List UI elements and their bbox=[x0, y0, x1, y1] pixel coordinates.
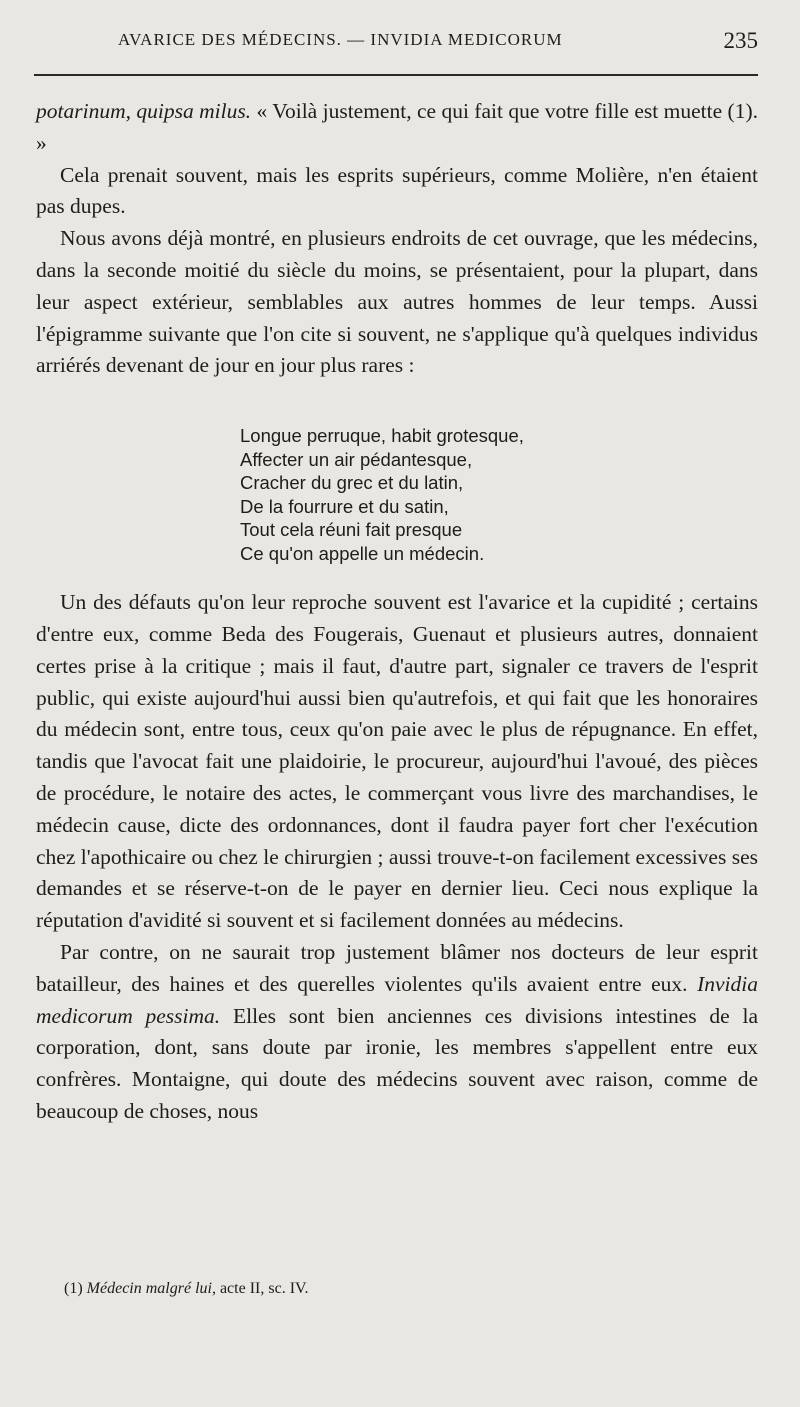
paragraph-5-text-a: Par contre, on ne saurait trop justement blâmer nos docteurs de leur esprit batailleur, des haines et des querelles violentes qu'ils avaient entre eux. bbox=[36, 939, 758, 996]
poem-line: De la fourrure et du satin, bbox=[240, 495, 449, 517]
latin-phrase-2: Invidia medicorum pessima. bbox=[36, 971, 758, 1028]
paragraph-1 bbox=[36, 96, 758, 160]
paragraph-3: Nous avons déjà montré, en plusieurs endroits de cet ouvrage, que les médecins, dans la seconde moitié du siècle du moins, se présentaient, pour la plupart, dans leur aspect extérieur, semblables aux autres hommes de leur temps. Aussi l'épigramme suivante que l'on cite si souvent, ne s'applique qu'à quelques individus arriérés devenant de jour en jour plus rares : bbox=[36, 226, 758, 378]
paragraph-2: Cela prenait souvent, mais les esprits supérieurs, comme Molière, n'en étaient pas dupes. bbox=[36, 162, 758, 219]
poem-line: Longue perruque, habit grotesque, bbox=[240, 425, 524, 447]
latin-phrase: potarinum, quipsa milus. bbox=[36, 99, 252, 123]
running-head-title: AVARICE DES MÉDECINS. — INVIDIA MEDICORUM bbox=[118, 30, 563, 49]
paragraph-5 bbox=[36, 937, 758, 1128]
paragraph-5-text-b: Elles sont bien anciennes ces divisions intestines de la corporation, dont, sans doute par ironie, les membres s'appellent entre eux confrères. Montaigne, qui doute des médecins souvent avec raison, comme de beaucoup de choses, nous bbox=[36, 1003, 758, 1123]
poem-line: Tout cela réuni fait presque bbox=[240, 519, 463, 541]
footnote-text: acte II, sc. IV. bbox=[215, 1280, 309, 1297]
paragraph-1-text: « Voilà justement, ce qui fait que votre fille est muette (1). » bbox=[36, 99, 758, 155]
poem-line: Affecter un air pédantesque, bbox=[240, 448, 473, 470]
footnote-marker: (1) bbox=[64, 1280, 83, 1297]
footnote-title: Médecin malgré lui, bbox=[86, 1280, 216, 1297]
paragraph-4: Un des défauts qu'on leur reproche souvent est l'avarice et la cupidité ; certains d'entre eux, comme Beda des Fougerais, Guenaut et plusieurs autres, donnaient certes prise à la critique ; mais il faut, d'autre part, signaler ce travers de l'esprit public, qui existe aujourd'hui aussi bien qu'autrefois, et qui fait que les honoraires du médecin sont, entre tous, ceux qu'on paie avec le plus de répugnance. En effet, tandis que l'avocat fait une plaidoirie, le procureur, aujourd'hui l'avoué, des pièces de procédure, le notaire des actes, le commerçant vous livre des marchandises, le médecin cause, dicte des ordonnances, dont il faudra payer fort cher l'exécution chez l'apothicaire ou chez le chirurgien ; aussi trouve-t-on facilement excessives ses demandes et se réserve-t-on de le payer en dernier lieu. Ceci nous explique la réputation d'avidité si souvent et si facilement données au médecins. bbox=[36, 590, 758, 933]
epigram-poem bbox=[240, 424, 758, 565]
poem-line: Cracher du grec et du latin, bbox=[240, 472, 464, 494]
page-number: 235 bbox=[723, 28, 758, 53]
header-rule bbox=[34, 74, 758, 76]
footnote bbox=[64, 1280, 309, 1298]
poem-line: Ce qu'on appelle un médecin. bbox=[240, 542, 485, 564]
body-text bbox=[36, 96, 758, 1128]
running-head bbox=[118, 28, 758, 53]
